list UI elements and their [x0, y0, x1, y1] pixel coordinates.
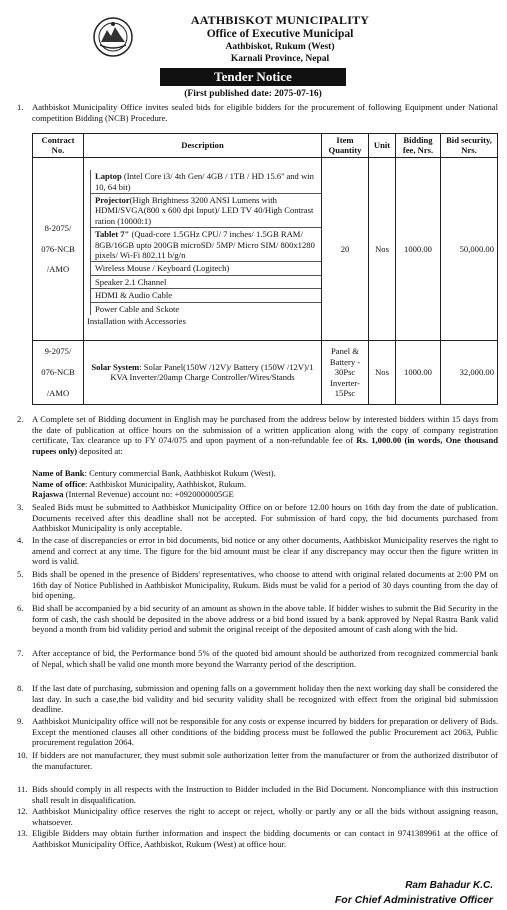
- contract-line: 076-NCB: [41, 243, 75, 254]
- clause-paragraph: Bids should comply in all respects with the Instruction to Bidder included in the Bid Document. Noncompliance with this instruction shall result in disqualification.: [32, 784, 498, 805]
- list-item: Projector(High Brightness 3200 ANSI Lumens with HDMI/SVGA(800 x 600 dpi Input)/ LED TV 40/High Contrast ration (10000:1): [91, 194, 321, 228]
- province: Karnali Province, Nepal: [230, 54, 330, 64]
- fee-cell: 1000.00: [396, 340, 441, 404]
- contract-line: /AMO: [46, 264, 70, 275]
- item-list: [90, 170, 321, 315]
- contract-line: /AMO: [46, 387, 70, 398]
- clause-paragraph: Aathbiskot Municipality office will not be responsible for any costs or expense incurred by bidders for preparation or delivery of Bids. Except the mentioned clauses all other conditions of the bidding process must be followed the public Procurement act 2063, Public procurement regulation 2064.: [32, 716, 498, 748]
- clause-paragraph: If the last date of purchasing, submission and opening falls on a government holiday then the next working day shall be considered the last day. In such a case,the bid validity and bid security validity shall be recognized with effect from the original bid submission deadline.: [32, 683, 498, 715]
- clause-number: 1.: [17, 102, 24, 112]
- unit-cell: Nos: [369, 340, 396, 404]
- clause-number: 10.: [17, 750, 28, 760]
- clause-number: 8.: [17, 683, 24, 693]
- contract-no-cell: [33, 340, 84, 404]
- col-header-fee: Bidding fee, Nrs.: [396, 134, 441, 158]
- clause-paragraph: Eligible Bidders may obtain further information and inspect the bidding documents or can contact in 9741389961 at the office of Aathbiskot Municipality Office, Aathbiskot, Rukum (West) at office hour.: [32, 828, 498, 849]
- table-row: [33, 157, 498, 340]
- unit-cell: Nos: [369, 157, 396, 340]
- clause-number: 4.: [17, 535, 24, 545]
- clause-paragraph: Aathbiskot Municipality office reserves the right to accept or reject, wholly or partly any or all the bids without assigning reason, whatsoever.: [32, 806, 498, 827]
- clause-number: 7.: [17, 648, 24, 658]
- table-header-row: [33, 134, 498, 158]
- col-header-quantity: Item Quantity: [322, 134, 369, 158]
- description-cell: [84, 157, 322, 340]
- list-item: Speaker 2.1 Channel: [91, 276, 321, 289]
- contract-line: 9-2075/: [44, 346, 72, 357]
- list-item: Wireless Mouse / Keyboard (Logitech): [91, 262, 321, 275]
- clause-number: 2.: [17, 414, 24, 424]
- tender-table: [32, 133, 498, 405]
- bank-name-line: Name of Bank: Century commercial Bank, Aathbiskot Rukum (West).: [32, 468, 276, 478]
- security-cell: 50,000.00: [441, 157, 498, 340]
- clause-number: 6.: [17, 603, 24, 613]
- clause-paragraph: Sealed Bids must be submitted to Aathbiskot Municipality Office on or before 12.00 hours on 16th day from the date of publication. Documents received after this deadline shall not be accepted. For submission of hard copy, the bid documents purchased from Aathbiskot Municipality is only acceptable.: [32, 502, 498, 534]
- quantity-cell: 20: [322, 157, 369, 340]
- intro-paragraph: Aathbiskot Municipality Office invites sealed bids for eligible bidders for the procurement of following Equipment under National competition Bidding (NCB) Procedure.: [32, 102, 498, 123]
- description-cell: Solar System: Solar Panel(150W /12V)/ Battery (150W /12V)/1 KVA Inverter/20amp Charge Controller/Wires/Stands: [84, 340, 322, 404]
- contract-no-cell: [33, 157, 84, 340]
- col-header-description: Description: [84, 134, 322, 158]
- office-address: Aathbiskot, Rukum (West): [225, 42, 335, 52]
- installation-note: Installation with Accessories: [87, 316, 186, 327]
- clause-paragraph: If bidders are not manufacturer, they must submit sole authorization letter from the manufacturer or from the authorized distributor of the manufacturer.: [32, 750, 498, 771]
- col-header-security: Bid security, Nrs.: [441, 134, 498, 158]
- clause-number: 13.: [17, 828, 28, 838]
- clause-number: 12.: [17, 806, 28, 816]
- security-cell: 32,000.00: [441, 340, 498, 404]
- col-header-unit: Unit: [369, 134, 396, 158]
- contract-line: 8-2075/: [44, 222, 72, 233]
- clause-number: 3.: [17, 502, 24, 512]
- clause-number: 5.: [17, 569, 24, 579]
- clause-number: 11.: [17, 784, 28, 794]
- office-name-line: Name of office: Aathbiskot Municipality, Aathbiskot, Rukum.: [32, 478, 247, 489]
- municipality-emblem-icon: [92, 16, 134, 58]
- tender-notice-banner: Tender Notice: [160, 68, 346, 86]
- quantity-cell: Panel & Battery - 30Psc Inverter- 15Psc: [322, 340, 369, 404]
- clause-number: 9.: [17, 716, 24, 726]
- published-date: (First published date: 2075-07-16): [184, 89, 322, 99]
- col-header-contract: Contract No.: [33, 134, 84, 158]
- clause-paragraph: A Complete set of Bidding document in English may be purchased from the address below by interested bidders within 15 days from the date of publication at office hours on the submission of a written application along with the copy of company registration certificate, Tax clearance up to FY 074/075 and upon payment of a non-refundable fee of Rs. 1,000.00 (in words, One thousand rupees only) deposited at:: [32, 414, 498, 456]
- table-row: [33, 340, 498, 404]
- signatory-name: Ram Bahadur K.C.: [405, 880, 493, 891]
- clause-paragraph: Bid shall be accompanied by a bid security of an amount as shown in the above table. If bidder wishes to submit the Bid Security in the form of cash, the cash should be deposited in the above address or a bid bond issued by a bank approved by Nepal Rastra Bank valid beyond a month from bid validity period and submit the original receipt of the deposited amount of cash along with the bid.: [32, 603, 498, 635]
- org-name: AATHBISKOT MUNICIPALITY: [190, 13, 370, 27]
- bank-details: [32, 468, 498, 500]
- list-item: HDMI & Audio Cable: [91, 289, 321, 302]
- clause-paragraph: After acceptance of bid, the Performance bond 5% of the quoted bid amount should be authorized from recognized commercial bank of Nepal, which shall be valid one month more beyond the Warranty period of the description.: [32, 648, 498, 669]
- fee-cell: 1000.00: [396, 157, 441, 340]
- contract-line: 076-NCB: [41, 367, 75, 378]
- list-item: Tablet 7" (Quad-core 1.5GHz CPU/ 7 inches/ 1.5GB RAM/ 8GB/16GB upto 200GB microSD/ 5MP/ Micro SIM/ 800x1280 pixels/ Wi-Fi 802.11 b/g/n: [91, 228, 321, 262]
- rajaswa-line: Rajaswa (Internal Revenue) account no: +0920000005GE: [32, 489, 234, 500]
- clause-paragraph: Bids shall be opened in the presence of Bidders' representatives, who choose to attend with original related documents at 2:00 PM on 16th day of Notice Published in Aathbiskot Municipality, Rukum. Bids must be valid for a period of 30 days counting from the day of bid opening.: [32, 569, 498, 601]
- clause-paragraph: In the case of discrepancies or error in bid documents, bid notice or any other documents, Aathbiskot Municipality reserves the right to amend and correct at any time. The figure for the bid amount must be clear if any discrepancy may occur then the figure written in word is valid.: [32, 535, 498, 567]
- signatory-title: For Chief Administrative Officer: [334, 894, 493, 906]
- office-name: Office of Executive Municipal: [206, 28, 354, 40]
- list-item: Power Cable and Sckote: [95, 303, 180, 314]
- list-item: Laptop (Intel Core i3/ 4th Gen/ 4GB / 1TB / HD 15.6'' and win 10, 64 bit): [91, 170, 321, 194]
